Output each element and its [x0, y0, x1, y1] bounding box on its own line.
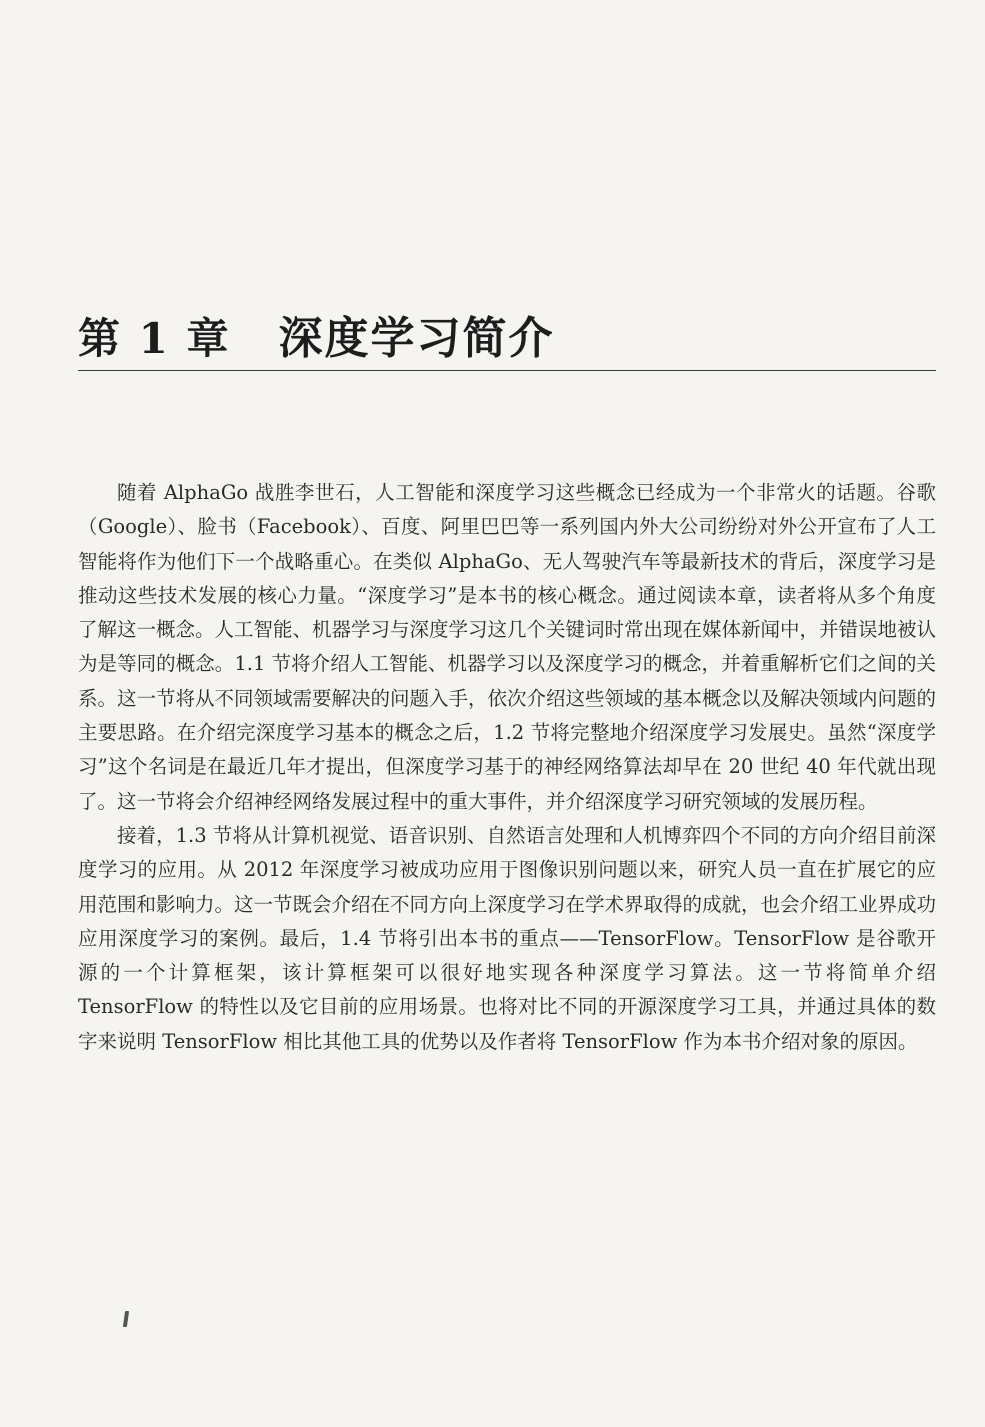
paragraph-intro: 随着 AlphaGo 战胜李世石，人工智能和深度学习这些概念已经成为一个非常火的话题。谷歌（Google）、脸书（Facebook）、百度、阿里巴巴等一系列国内外大公司纷纷对外公开宣布了人工智能将作为他们下一个战略重心。在类似 AlphaGo、无人驾驶汽车等最新技术的背后，深度学习是推动这些技术发展的核心力量。“深度学习”是本书的核心概念。通过阅读本章，读者将从多个角度了解这一概念。人工智能、机器学习与深度学习这几个关键词时常出现在媒体新闻中，并错误地被认为是等同的概念。1.1 节将介绍人工智能、机器学习以及深度学习的概念，并着重解析它们之间的关系。这一节将从不同领域需要解决的问题入手，依次介绍这些领域的基本概念以及解决领域内问题的主要思路。在介绍完深度学习基本的概念之后，1.2 节将完整地介绍深度学习发展史。虽然“深度学习”这个名词是在最近几年才提出，但深度学习基于的神经网络算法却早在 20 世纪 40 年代就出现了。这一节将会介绍神经网络发展过程中的重大事件，并介绍深度学习研究领域的发展历程。	[78, 481, 937, 813]
page-mark	[123, 1311, 129, 1327]
paragraph-overview: 接着，1.3 节将从计算机视觉、语音识别、自然语言处理和人机博弈四个不同的方向介绍目前深度学习的应用。从 2012 年深度学习被成功应用于图像识别问题以来，研究人员一直在扩展它的应用范围和影响力。这一节既会介绍在不同方向上深度学习在学术界取得的成就，也会介绍工业界成功应用深度学习的案例。最后，1.4 节将引出本书的重点——TensorFlow。TensorFlow 是谷歌开源的一个计算框架，该计算框架可以很好地实现各种深度学习算法。这一节将简单介绍 TensorFlow 的特性以及它目前的应用场景。也将对比不同的开源深度学习工具，并通过具体的数字来说明 TensorFlow 相比其他工具的优势以及作者将 TensorFlow 作为本书介绍对象的原因。	[78, 823, 937, 1053]
chapter-title: 深度学习简介	[278, 313, 555, 364]
heading-divider	[78, 370, 936, 371]
chapter-heading	[78, 302, 554, 368]
chapter-number: 第 1 章	[78, 314, 231, 363]
chapter-body	[78, 476, 936, 1059]
